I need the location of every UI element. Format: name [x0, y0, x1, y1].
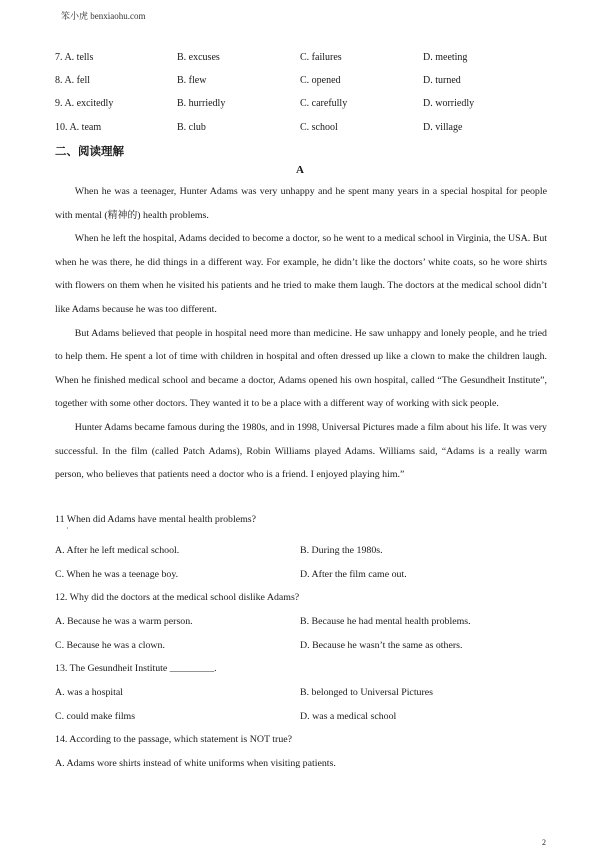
question-stem: 12. Why did the doctors at the medical school dislike Adams?: [55, 592, 300, 603]
option-b: B. Because he had mental health problems.: [300, 616, 471, 627]
reading-passage: [55, 180, 547, 487]
option-a: 8. A. fell: [55, 75, 90, 86]
option-row: [0, 52, 600, 68]
option-row: [0, 122, 600, 138]
passage-paragraph: But Adams believed that people in hospital need more than medicine. He saw unhappy and lonely people, and he tried to help them. He spent a lot of time with children in hospital and often dressed up like a clown to make the children laugh. When he finished medical school and became a doctor, Adams opened his own hospital, called “The Gesundheit Institute”, together with some other doctors. They wanted it to be a place with a different way of working with sick people.: [55, 327, 547, 410]
option-d: D. meeting: [423, 52, 468, 63]
section-title: 二、阅读理解: [55, 144, 124, 158]
option-row: [0, 75, 600, 91]
option-c: C. When he was a teenage boy.: [55, 569, 179, 580]
option-c: C. opened: [300, 75, 341, 86]
option-d: D. After the film came out.: [300, 569, 407, 580]
option-a: A. Adams wore shirts instead of white uniforms when visiting patients.: [55, 758, 336, 769]
passage-title: A: [296, 164, 304, 176]
page-number: 2: [542, 838, 546, 847]
passage-paragraph: Hunter Adams became famous during the 1980s, and in 1998, Universal Pictures made a film about his life. It was very successful. In the film (called Patch Adams), Robin Williams played Adams. Williams said, “Adams is a really warm person, who believes that patients need a doctor who is a friend. I enjoyed playing him.”: [55, 421, 547, 481]
option-d: D. was a medical school: [300, 711, 397, 722]
stray-mark: ·: [66, 524, 69, 533]
option-d: D. village: [423, 122, 463, 133]
passage-paragraph: When he left the hospital, Adams decided to become a doctor, so he went to a medical school in Virginia, the USA. But when he was there, he did things in a different way. For example, he didn’t like the doctors’ white coats, so he wore shirts with flowers on them when he visited his patients and he tried to make them laugh. The doctors at the medical school didn’t like Adams because he was too different.: [55, 233, 547, 315]
option-c: C. failures: [300, 52, 342, 63]
option-c: C. Because he was a clown.: [55, 640, 165, 651]
passage-paragraph: When he was a teenager, Hunter Adams was very unhappy and he spent many years in a special hospital for people with mental (精神的) health problems.: [55, 186, 547, 221]
option-c: C. could make films: [55, 711, 136, 722]
option-a: 9. A. excitedly: [55, 98, 114, 109]
option-b: B. hurriedly: [177, 98, 226, 109]
option-b: B. During the 1980s.: [300, 545, 383, 556]
option-a: 7. A. tells: [55, 52, 94, 63]
question-stem: 14. According to the passage, which statement is NOT true?: [55, 734, 293, 745]
option-a: A. was a hospital: [55, 687, 124, 698]
option-b: B. club: [177, 122, 206, 133]
site-watermark: 笨小虎 benxiaohu.com: [61, 11, 146, 21]
option-a: A. Because he was a warm person.: [55, 616, 193, 627]
option-b: B. flew: [177, 75, 207, 86]
question-stem: 11 When did Adams have mental health problems?: [55, 514, 257, 525]
question-stem: 13. The Gesundheit Institute _________.: [55, 663, 217, 674]
option-b: B. belonged to Universal Pictures: [300, 687, 434, 698]
option-c: C. school: [300, 122, 338, 133]
option-row: [0, 98, 600, 114]
option-b: B. excuses: [177, 52, 220, 63]
option-d: D. turned: [423, 75, 461, 86]
option-c: C. carefully: [300, 98, 348, 109]
option-a: A. After he left medical school.: [55, 545, 180, 556]
option-a: 10. A. team: [55, 122, 102, 133]
option-d: D. worriedly: [423, 98, 475, 109]
option-d: D. Because he wasn’t the same as others.: [300, 640, 463, 651]
